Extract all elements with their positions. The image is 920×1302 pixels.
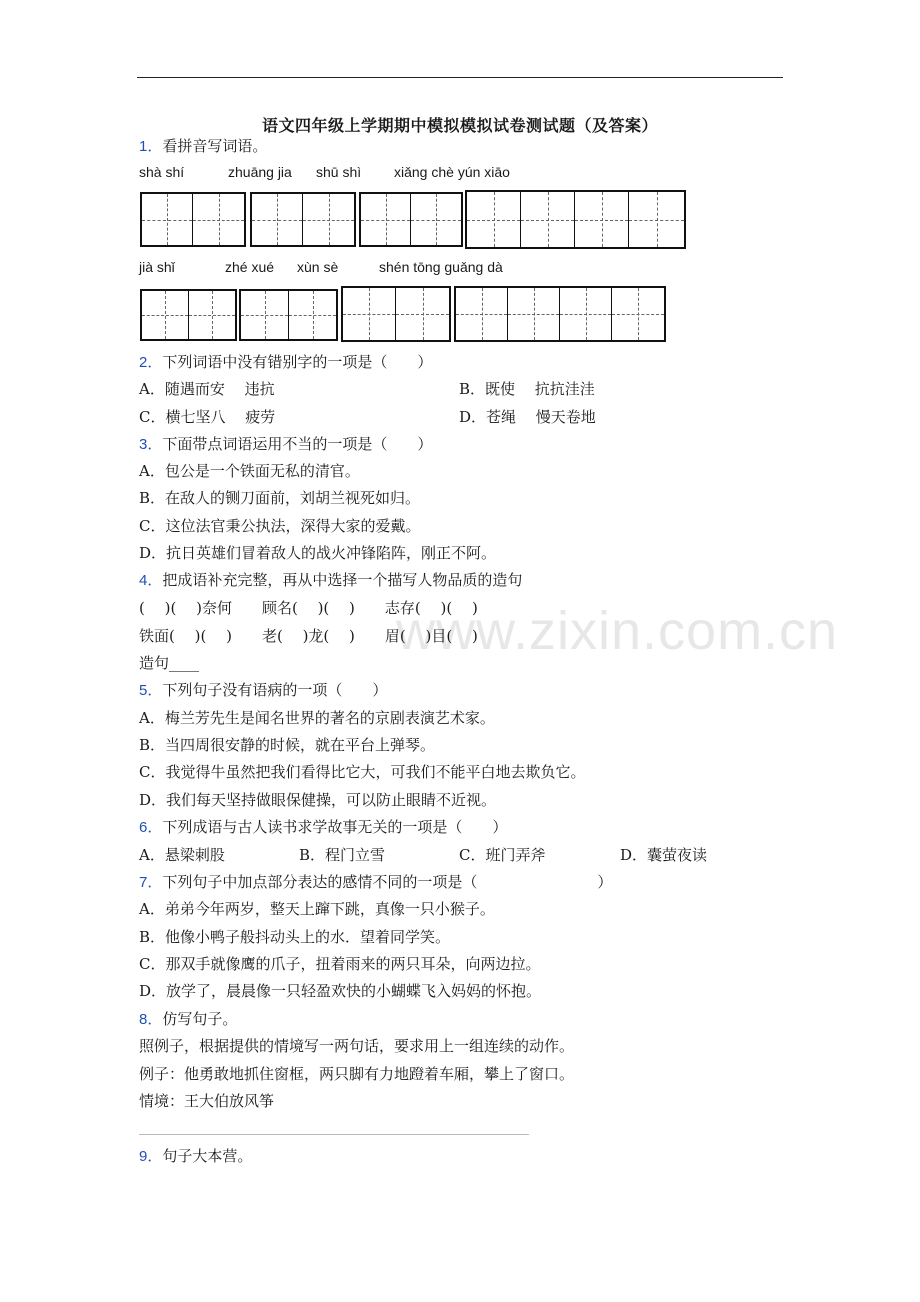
grid-cell <box>252 194 303 245</box>
grid-cell <box>521 192 575 247</box>
grid-cell <box>303 194 354 245</box>
watermark: www.zixin.com.cn <box>396 601 839 661</box>
pinyin-label: shū shì <box>316 164 362 180</box>
example-text: 例子：他勇敢地抓住窗框，两只脚有力地蹬着车厢，攀上了窗口。 <box>139 1065 575 1083</box>
scenario-text: 情境：王大伯放风筝 <box>139 1092 275 1110</box>
writing-grid[interactable] <box>140 192 246 247</box>
question-number: 4． <box>139 572 163 589</box>
grid-cell <box>142 194 193 245</box>
pinyin-label: xiǎng chè yún xiāo <box>394 164 510 180</box>
writing-grid[interactable] <box>454 286 666 342</box>
question-stem: 句子大本营。 <box>162 1147 253 1165</box>
grid-cell <box>456 288 508 340</box>
writing-grid[interactable] <box>359 192 463 247</box>
option-c: C．我觉得牛虽然把我们看得比它大，可我们不能平白地去欺负它。 <box>139 763 586 781</box>
grid-cell <box>508 288 560 340</box>
option-a: A．悬梁刺股 <box>139 846 225 864</box>
writing-grid[interactable] <box>140 289 237 341</box>
question-number: 5． <box>139 682 163 699</box>
writing-grid[interactable] <box>465 190 686 249</box>
grid-cell <box>142 291 189 339</box>
pinyin-label: shén tōng guǎng dà <box>379 259 503 275</box>
top-rule <box>137 77 783 78</box>
option-a: A．梅兰芳先生是闻名世界的著名的京剧表演艺术家。 <box>139 709 495 727</box>
option-a: A．包公是一个铁面无私的清官。 <box>139 462 360 480</box>
idiom-line-1: ( )( )奈何 顾名( )( ) 志存( )( ) <box>139 599 478 617</box>
question-number: 1． <box>139 138 163 155</box>
answer-line[interactable] <box>139 1134 529 1135</box>
option-c: C．这位法官秉公执法，深得大家的爱戴。 <box>139 517 421 535</box>
grid-cell <box>189 291 235 339</box>
sentence-blank: 造句____ <box>139 654 200 672</box>
question-3 <box>139 434 432 455</box>
pinyin-label: xùn sè <box>297 259 339 275</box>
question-4 <box>139 570 522 591</box>
option-c: C．那双手就像鹰的爪子，扭着雨来的两只耳朵，向两边拉。 <box>139 955 541 973</box>
grid-cell <box>361 194 411 245</box>
option-a: A．弟弟今年两岁，整天上蹿下跳，真像一只小猴子。 <box>139 900 495 918</box>
question-stem: 下列成语与古人读书求学故事无关的一项是（ ） <box>162 818 508 836</box>
question-5 <box>139 680 387 701</box>
pinyin-label: zhé xué <box>225 259 275 275</box>
question-number: 3． <box>139 436 163 453</box>
question-stem: 仿写句子。 <box>162 1010 238 1028</box>
grid-cell <box>396 288 449 340</box>
option-b: B．程门立雪 <box>299 846 386 864</box>
question-stem: 下列句子没有语病的一项（ ） <box>162 681 388 699</box>
writing-grid[interactable] <box>250 192 356 247</box>
question-1 <box>139 136 267 157</box>
question-stem: 看拼音写词语。 <box>162 137 268 155</box>
grid-cell <box>467 192 521 247</box>
question-number: 7． <box>139 874 163 891</box>
idiom-line-2: 铁面( )( ) 老( )龙( ) 眉( )目( ) <box>139 627 478 645</box>
writing-grid[interactable] <box>239 289 338 341</box>
writing-grid[interactable] <box>341 286 451 342</box>
option-c: C．班门弄斧 <box>459 846 546 864</box>
option-b: B．他像小鸭子般抖动头上的水．望着同学笑。 <box>139 928 451 946</box>
question-7 <box>139 872 612 893</box>
question-number: 6． <box>139 819 163 836</box>
question-stem: 下面带点词语运用不当的一项是（ ） <box>162 435 433 453</box>
question-number: 9． <box>139 1148 163 1165</box>
option-d: D．抗日英雄们冒着敌人的战火冲锋陷阵，刚正不阿。 <box>139 544 497 562</box>
option-d: D．我们每天坚持做眼保健操，可以防止眼睛不近视。 <box>139 791 497 809</box>
option-b: B．在敌人的铡刀面前，刘胡兰视死如归。 <box>139 489 421 507</box>
option-c: C．横七坚八 疲劳 <box>139 408 276 426</box>
question-number: 2． <box>139 354 163 371</box>
grid-cell <box>612 288 664 340</box>
question-stem: 把成语补充完整，再从中选择一个描写人物品质的造句 <box>162 571 523 589</box>
grid-cell <box>343 288 396 340</box>
option-d: D．苍绳 慢天卷地 <box>459 408 596 426</box>
pinyin-label: zhuāng jia <box>228 164 292 180</box>
question-6 <box>139 817 507 838</box>
option-b: B．当四周很安静的时候，就在平台上弹琴。 <box>139 736 436 754</box>
grid-cell <box>193 194 244 245</box>
question-number: 8． <box>139 1011 163 1028</box>
question-stem: 下列词语中没有错别字的一项是（ ） <box>162 353 433 371</box>
question-9 <box>139 1146 252 1167</box>
grid-cell <box>411 194 461 245</box>
pinyin-label: jià shǐ <box>139 259 175 275</box>
grid-cell <box>575 192 629 247</box>
grid-cell <box>241 291 289 339</box>
option-a: A．随遇而安 违抗 <box>139 380 275 398</box>
grid-cell <box>289 291 336 339</box>
grid-cell <box>629 192 684 247</box>
instruction-text: 照例子，根据提供的情境写一两句话，要求用上一组连续的动作。 <box>139 1037 575 1055</box>
option-b: B．既使 抗抗洼洼 <box>459 380 595 398</box>
page-title: 语文四年级上学期期中模拟模拟试卷测试题（及答案） <box>261 116 658 135</box>
option-d: D．放学了，晨晨像一只轻盈欢快的小蝴蝶飞入妈妈的怀抱。 <box>139 982 542 1000</box>
question-2 <box>139 352 432 373</box>
pinyin-label: shà shí <box>139 164 185 180</box>
option-d: D．囊萤夜读 <box>620 846 708 864</box>
question-stem: 下列句子中加点部分表达的感情不同的一项是（ ） <box>162 873 613 891</box>
question-8 <box>139 1009 237 1030</box>
grid-cell <box>560 288 612 340</box>
